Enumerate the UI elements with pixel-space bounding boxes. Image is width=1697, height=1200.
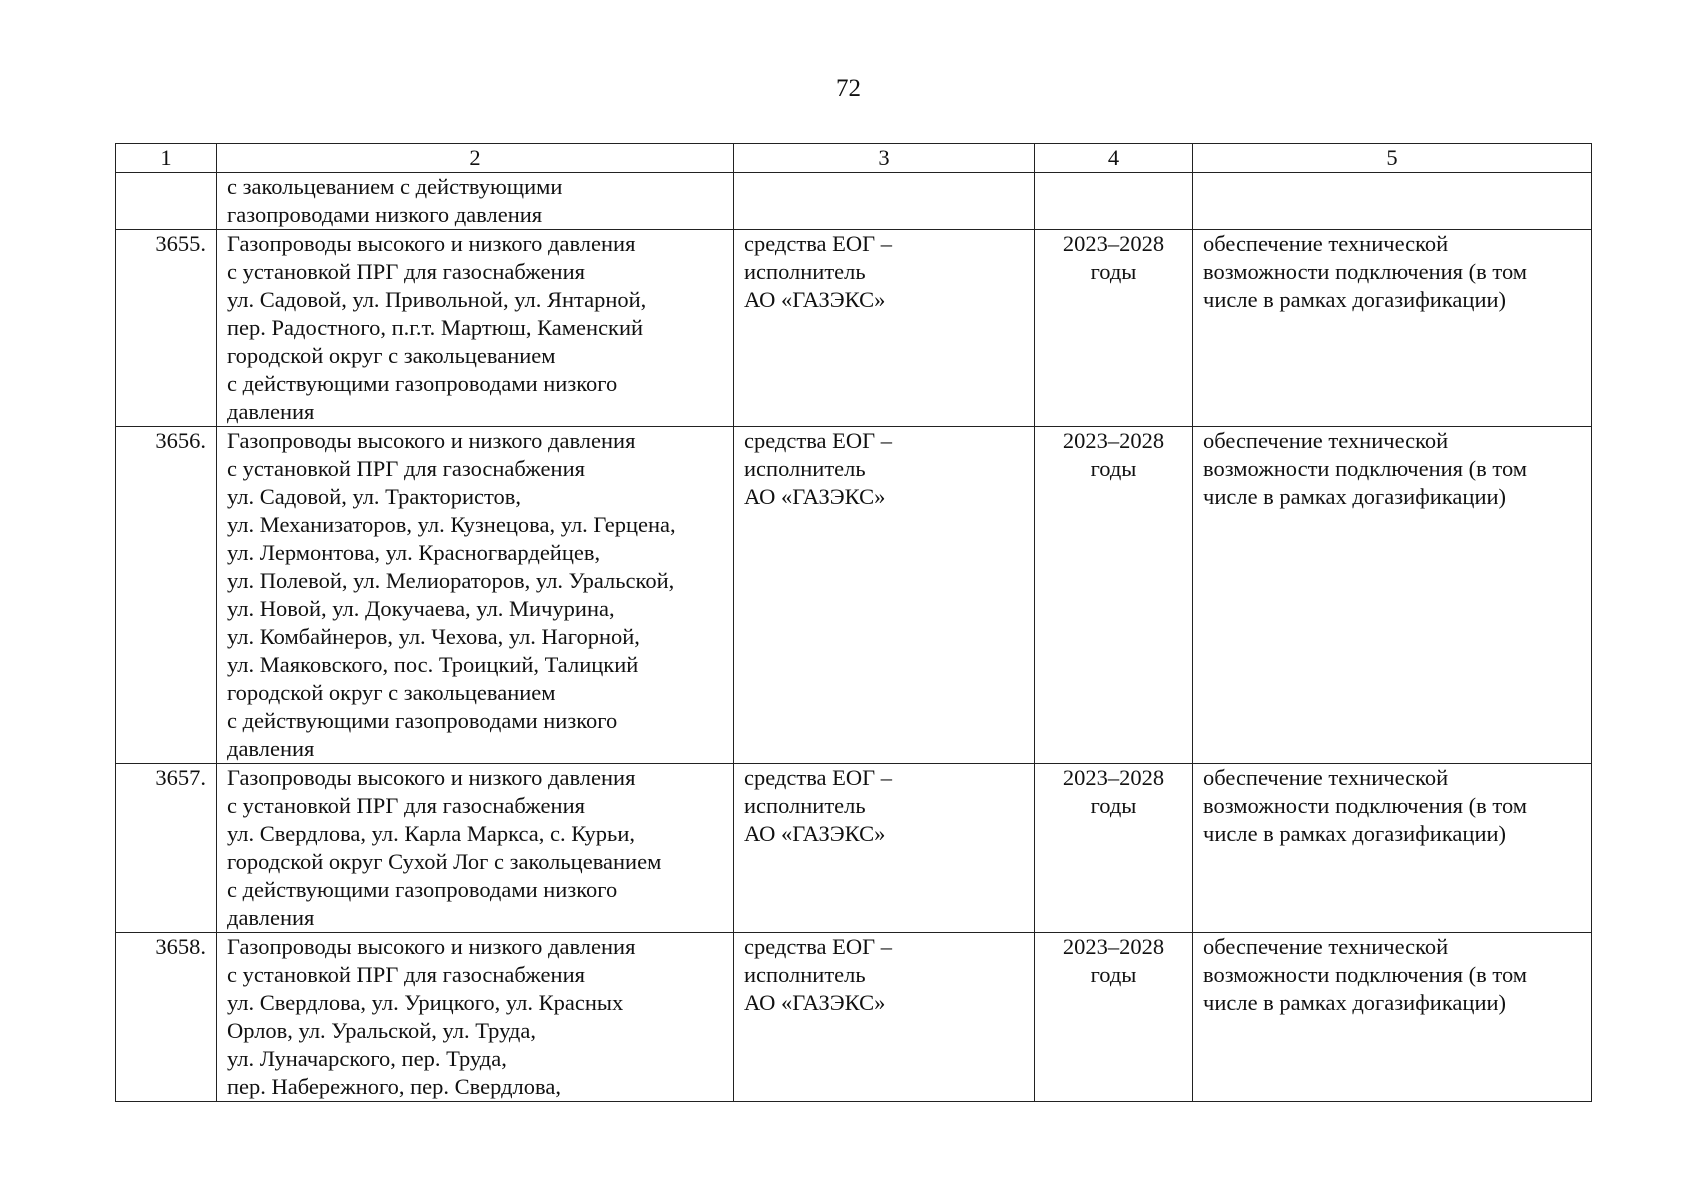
period-cell: 2023–2028 годы — [1035, 933, 1193, 1102]
purpose-cell: обеспечение технической возможности подключения (в том числе в рамках догазификации) — [1193, 427, 1592, 764]
funding-source-cell: средства ЕОГ – исполнитель АО «ГАЗЭКС» — [734, 427, 1035, 764]
table-row — [116, 933, 1592, 1102]
row-number-cell: 3655. — [116, 230, 217, 427]
period-cell: 2023–2028 годы — [1035, 230, 1193, 427]
funding-source-cell — [734, 173, 1035, 230]
period-cell — [1035, 173, 1193, 230]
purpose-cell — [1193, 173, 1592, 230]
table-row — [116, 230, 1592, 427]
page-number: 72 — [836, 75, 861, 102]
object-name-cell: Газопроводы высокого и низкого давления с установкой ПРГ для газоснабжения ул. Свердлова, ул. Карла Маркса, с. Курьи, городской округ Сухой Лог с закольцеванием с действующими газопроводами низкого давления — [217, 764, 734, 933]
purpose-cell: обеспечение технической возможности подключения (в том числе в рамках догазификации) — [1193, 764, 1592, 933]
column-header-4: 4 — [1035, 144, 1193, 173]
object-name-cell: Газопроводы высокого и низкого давления с установкой ПРГ для газоснабжения ул. Садовой, ул. Привольной, ул. Янтарной, пер. Радостного, п.г.т. Мартюш, Каменский городской округ с закольцеванием с действующими газопроводами низкого давления — [217, 230, 734, 427]
table-row — [116, 427, 1592, 764]
period-cell: 2023–2028 годы — [1035, 427, 1193, 764]
purpose-cell: обеспечение технической возможности подключения (в том числе в рамках догазификации) — [1193, 230, 1592, 427]
funding-source-cell: средства ЕОГ – исполнитель АО «ГАЗЭКС» — [734, 230, 1035, 427]
row-number-cell: 3656. — [116, 427, 217, 764]
object-name-cell: Газопроводы высокого и низкого давления с установкой ПРГ для газоснабжения ул. Садовой, ул. Трактористов, ул. Механизаторов, ул. Кузнецова, ул. Герцена, ул. Лермонтова, ул. Красногвардейцев, ул. Полевой, ул. Мелиораторов, ул. Уральской, ул. Новой, ул. Докучаева, ул. Мичурина, ул. Комбайнеров, ул. Чехова, ул. Нагорной, ул. Маяковского, пос. Троицкий, Талицкий городской округ с закольцеванием с действующими газопроводами низкого давления — [217, 427, 734, 764]
row-number-cell: 3658. — [116, 933, 217, 1102]
period-cell: 2023–2028 годы — [1035, 764, 1193, 933]
funding-source-cell: средства ЕОГ – исполнитель АО «ГАЗЭКС» — [734, 764, 1035, 933]
row-number-cell: 3657. — [116, 764, 217, 933]
table-row — [116, 764, 1592, 933]
funding-source-cell: средства ЕОГ – исполнитель АО «ГАЗЭКС» — [734, 933, 1035, 1102]
object-name-cell: Газопроводы высокого и низкого давления с установкой ПРГ для газоснабжения ул. Свердлова, ул. Урицкого, ул. Красных Орлов, ул. Уральской, ул. Труда, ул. Луначарского, пер. Труда, пер. Набережного, пер. Свердлова, — [217, 933, 734, 1102]
object-name-cell: с закольцеванием с действующими газопроводами низкого давления — [217, 173, 734, 230]
column-header-3: 3 — [734, 144, 1035, 173]
program-table — [115, 143, 1592, 1102]
column-header-2: 2 — [217, 144, 734, 173]
column-number-row — [116, 144, 1592, 173]
column-header-5: 5 — [1193, 144, 1592, 173]
column-header-1: 1 — [116, 144, 217, 173]
purpose-cell: обеспечение технической возможности подключения (в том числе в рамках догазификации) — [1193, 933, 1592, 1102]
table-row-continuation — [116, 173, 1592, 230]
row-number-cell — [116, 173, 217, 230]
